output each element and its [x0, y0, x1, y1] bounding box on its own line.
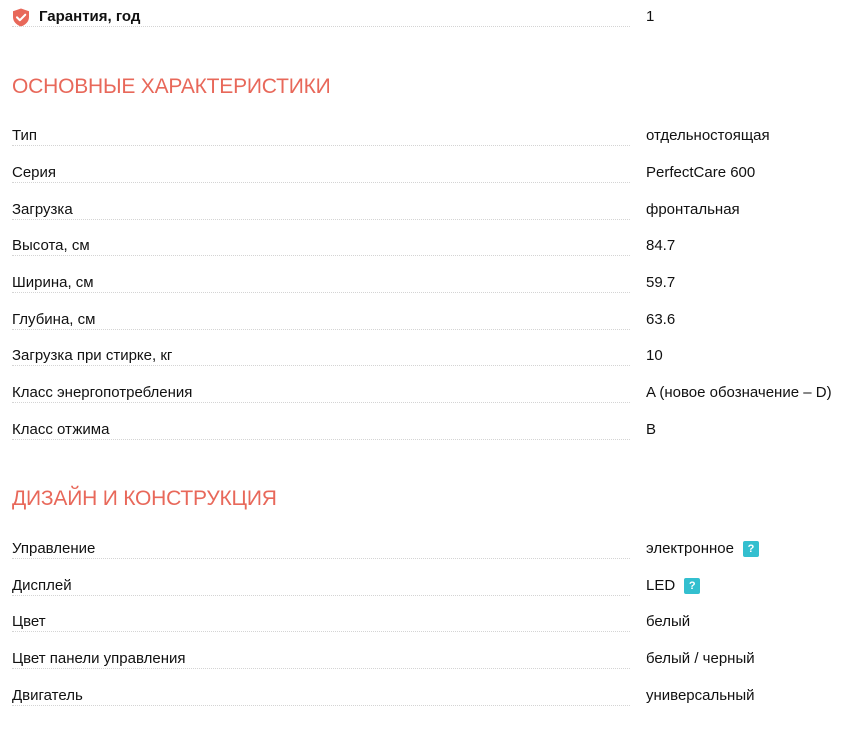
spec-value — [646, 237, 675, 255]
spec-label: Цвет панели управления — [12, 650, 191, 668]
dotted-leader — [12, 219, 630, 220]
spec-label: Двигатель — [12, 687, 89, 705]
spec-value-text: универсальный — [646, 687, 755, 704]
spec-value — [646, 421, 656, 439]
spec-label: Тип — [12, 127, 43, 145]
spec-value-text: 10 — [646, 347, 663, 364]
warranty-value — [646, 8, 654, 26]
dotted-leader — [12, 439, 630, 440]
spec-value-text: белый / черный — [646, 650, 755, 667]
spec-value — [646, 274, 675, 292]
dotted-leader — [12, 182, 630, 183]
spec-row — [12, 577, 846, 601]
spec-value-text: 59.7 — [646, 274, 676, 291]
spec-value — [646, 164, 755, 182]
section-title-main-specs: ОСНОВНЫЕ ХАРАКТЕРИСТИКИ — [12, 75, 331, 98]
spec-value-text: белый — [646, 613, 691, 630]
spec-value — [646, 577, 700, 595]
section-title-design: ДИЗАЙН И КОНСТРУКЦИЯ — [12, 487, 277, 510]
spec-row — [12, 201, 846, 225]
spec-value-text: B — [646, 421, 657, 438]
dotted-leader — [12, 668, 630, 669]
warranty-label: Гарантия, год — [39, 8, 146, 26]
spec-value — [646, 687, 755, 705]
dotted-leader — [12, 402, 630, 403]
spec-row — [12, 164, 846, 188]
dotted-leader — [12, 631, 630, 632]
spec-label-wrap — [12, 8, 630, 32]
dotted-leader — [12, 365, 630, 366]
spec-value-text: фронтальная — [646, 201, 740, 218]
help-tooltip-button[interactable]: ? — [684, 578, 700, 594]
spec-row — [12, 540, 846, 564]
spec-label: Класс отжима — [12, 421, 115, 439]
dotted-leader — [12, 705, 630, 706]
spec-label: Серия — [12, 164, 62, 182]
spec-value-text: 84.7 — [646, 237, 676, 254]
spec-value-text: A (новое обозначение – D) — [646, 384, 832, 401]
dotted-leader — [12, 558, 630, 559]
spec-label: Цвет — [12, 613, 52, 631]
spec-value-text: LED — [646, 577, 676, 594]
help-tooltip-button[interactable]: ? — [743, 541, 759, 557]
spec-row — [12, 347, 846, 371]
warranty-value-text: 1 — [646, 8, 655, 25]
dotted-leader — [12, 26, 630, 27]
spec-row — [12, 384, 846, 408]
dotted-leader — [12, 145, 630, 146]
spec-value-text: 63.6 — [646, 311, 676, 328]
spec-row — [12, 237, 846, 261]
spec-value — [646, 201, 740, 219]
spec-label: Дисплей — [12, 577, 78, 595]
spec-label: Ширина, см — [12, 274, 100, 292]
spec-value-text: электронное — [646, 540, 734, 557]
spec-row — [12, 687, 846, 711]
spec-label: Загрузка — [12, 201, 79, 219]
spec-row — [12, 650, 846, 674]
spec-value-text: PerfectCare 600 — [646, 164, 756, 181]
spec-value — [646, 347, 663, 365]
spec-value — [646, 650, 755, 668]
spec-label: Глубина, см — [12, 311, 101, 329]
spec-value — [646, 311, 675, 329]
spec-value — [646, 384, 832, 402]
spec-value — [646, 613, 690, 631]
spec-value — [646, 540, 759, 558]
spec-row — [12, 421, 846, 445]
spec-label: Загрузка при стирке, кг — [12, 347, 178, 365]
spec-label: Управление — [12, 540, 101, 558]
spec-row — [12, 613, 846, 637]
spec-row — [12, 311, 846, 335]
spec-value-text: отдельностоящая — [646, 127, 770, 144]
dotted-leader — [12, 255, 630, 256]
spec-row — [12, 274, 846, 298]
dotted-leader — [12, 595, 630, 596]
spec-label: Класс энергопотребления — [12, 384, 198, 402]
warranty-row — [12, 8, 846, 32]
spec-row — [12, 127, 846, 151]
dotted-leader — [12, 329, 630, 330]
spec-value — [646, 127, 770, 145]
dotted-leader — [12, 292, 630, 293]
spec-label: Высота, см — [12, 237, 96, 255]
